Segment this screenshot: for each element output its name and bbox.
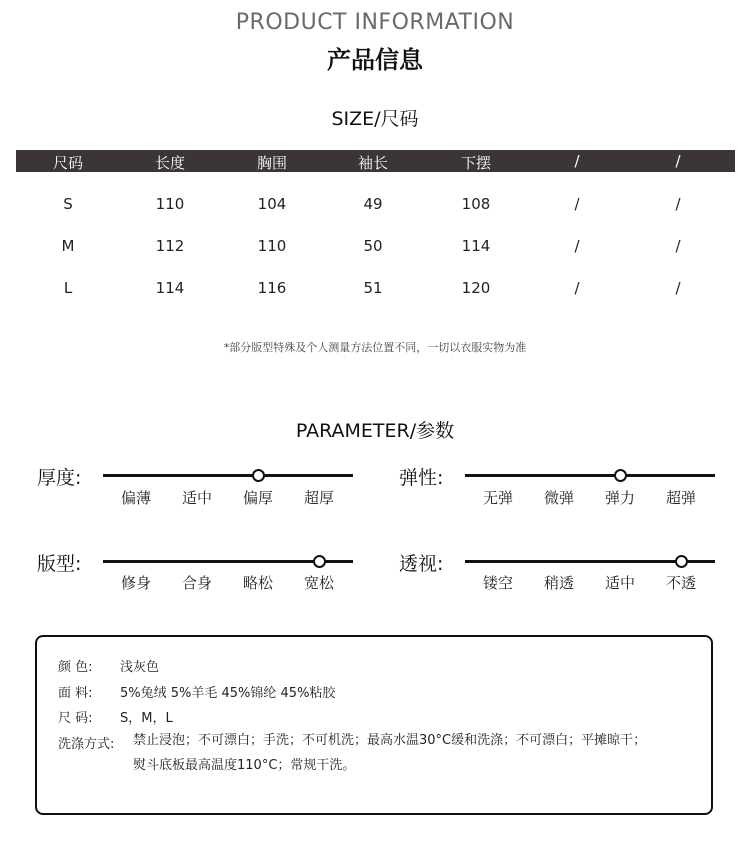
- param-option: 偏厚: [242, 489, 273, 507]
- param-option: 适中: [181, 489, 212, 507]
- table-cell: /: [675, 279, 681, 297]
- table-cell: 51: [363, 279, 383, 297]
- param-option: 宽松: [303, 574, 334, 592]
- info-key-color: 颜 色:: [58, 660, 93, 675]
- info-row-color: [58, 656, 159, 675]
- param-knob-thickness: [252, 469, 265, 482]
- table-cell: 112: [155, 237, 185, 255]
- param-option: 超弹: [665, 489, 696, 507]
- info-value-size: S，M，L: [120, 711, 173, 726]
- info-row-size: [58, 707, 173, 726]
- table-cell: /: [675, 237, 681, 255]
- param-option: 稍透: [543, 574, 574, 592]
- table-cell: 49: [363, 195, 383, 213]
- param-option: 弹力: [604, 489, 635, 507]
- table-cell: /: [675, 195, 681, 213]
- param-option: 微弹: [543, 489, 574, 507]
- info-key-size: 尺 码:: [58, 711, 93, 726]
- table-cell: 114: [155, 279, 185, 297]
- param-option: 适中: [604, 574, 635, 592]
- column-header-empty-2: /: [675, 152, 681, 170]
- param-label-fit: 版型:: [37, 553, 82, 575]
- param-option: 偏薄: [120, 489, 151, 507]
- param-track-thickness: [103, 474, 353, 477]
- param-track-elasticity: [465, 474, 715, 477]
- size-section-title: SIZE/尺码: [331, 108, 419, 130]
- param-option: 不透: [665, 574, 696, 592]
- param-knob-fit: [313, 555, 326, 568]
- param-knob-transparency: [675, 555, 688, 568]
- column-header-empty-1: /: [574, 152, 580, 170]
- size-note: *部分版型特殊及个人测量方法位置不同，一切以衣服实物为准: [223, 341, 527, 354]
- table-cell: 110: [155, 195, 185, 213]
- info-value-wash-line-2: 熨斗底板最高温度110°C；常规干洗。: [133, 758, 356, 773]
- info-value-wash: [133, 728, 703, 778]
- table-cell: /: [574, 279, 580, 297]
- table-cell: 110: [257, 237, 287, 255]
- title-english: PRODUCT INFORMATION: [235, 10, 515, 35]
- table-cell: /: [574, 195, 580, 213]
- param-option: 修身: [120, 574, 151, 592]
- title-chinese: 产品信息: [327, 46, 423, 74]
- column-header-size: 尺码: [52, 154, 83, 172]
- table-cell: 104: [257, 195, 287, 213]
- param-label-transparency: 透视:: [399, 553, 444, 575]
- param-option: 合身: [181, 574, 212, 592]
- param-option: 略松: [242, 574, 273, 592]
- param-label-elasticity: 弹性:: [399, 467, 444, 489]
- info-value-material: 5%兔绒 5%羊毛 45%锦纶 45%粘胶: [120, 686, 336, 701]
- parameter-section-title: PARAMETER/参数: [295, 420, 455, 442]
- column-header-chest: 胸围: [256, 154, 287, 172]
- param-knob-elasticity: [614, 469, 627, 482]
- table-cell: 108: [461, 195, 491, 213]
- param-option: 无弹: [482, 489, 513, 507]
- table-cell: 50: [363, 237, 383, 255]
- info-value-color: 浅灰色: [120, 660, 160, 675]
- param-option: 超厚: [303, 489, 334, 507]
- param-option: 镂空: [482, 574, 513, 592]
- info-row-wash: [58, 733, 120, 752]
- column-header-length: 长度: [154, 154, 185, 172]
- table-cell: 120: [461, 279, 491, 297]
- table-cell: /: [574, 237, 580, 255]
- info-key-material: 面 料:: [58, 686, 93, 701]
- param-label-thickness: 厚度:: [37, 467, 82, 489]
- table-cell: L: [63, 279, 73, 297]
- info-row-material: [58, 682, 335, 701]
- column-header-hem: 下摆: [460, 154, 491, 172]
- table-cell: M: [61, 237, 75, 255]
- info-value-wash-line-1: 禁止浸泡；不可漂白；手洗；不可机洗；最高水温30°C缓和洗涤；不可漂白；平摊晾干；: [133, 733, 647, 748]
- info-key-wash: 洗涤方式:: [58, 737, 115, 752]
- table-cell: S: [63, 195, 73, 213]
- column-header-sleeve: 袖长: [357, 154, 388, 172]
- table-cell: 114: [461, 237, 491, 255]
- table-cell: 116: [257, 279, 287, 297]
